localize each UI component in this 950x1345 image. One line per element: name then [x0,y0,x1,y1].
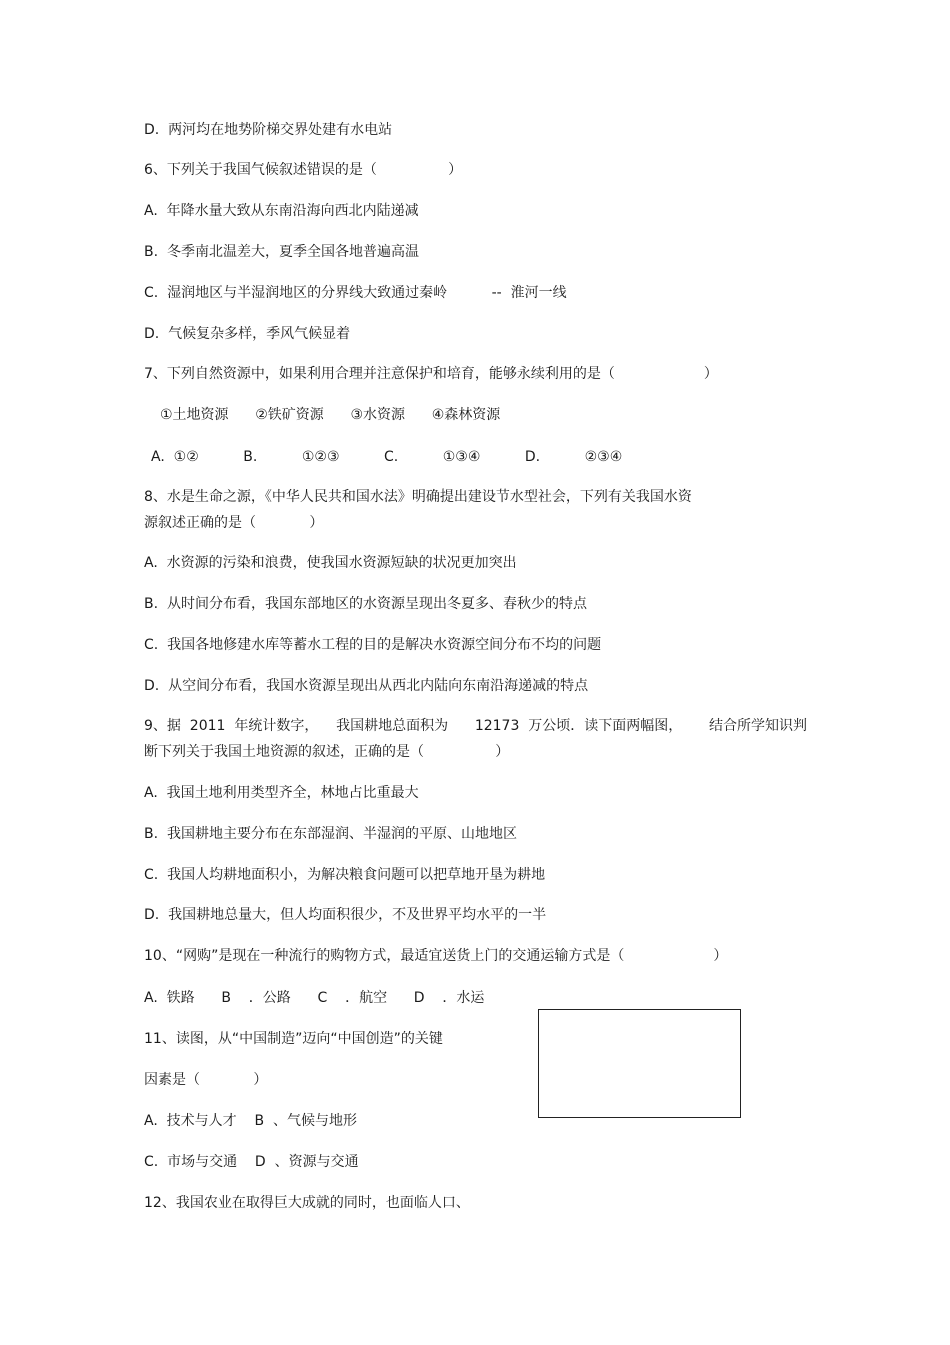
figure-placeholder-box [538,1009,741,1118]
q9-option-c: C. 我国人均耕地面积小，为解决粮食问题可以把草地开垦为耕地 [144,867,546,883]
q8-stem-line-2: 源叙述正确的是（ ） [144,515,324,531]
q8-option-a: A. 水资源的污染和浪费，使我国水资源短缺的状况更加突出 [144,555,517,571]
q7-items: ①土地资源 ②铁矿资源 ③水资源 ④森林资源 [160,407,501,423]
q11-options-cd: C. 市场与交通 D 、资源与交通 [144,1154,359,1170]
q10-options: A. 铁路 B ．公路 C ．航空 D ．水运 [144,990,485,1006]
q8-option-d: D. 从空间分布看，我国水资源呈现出从西北内陆向东南沿海递减的特点 [144,678,589,694]
q7-stem: 7、下列自然资源中，如果利用合理并注意保护和培育，能够永续利用的是（ ） [144,366,718,382]
q9-stem-line-2: 断下列关于我国土地资源的叙述，正确的是（ ） [144,744,510,760]
q6-option-b: B. 冬季南北温差大，夏季全国各地普遍高温 [144,244,419,260]
q6-option-d: D. 气候复杂多样，季风气候显着 [144,326,351,342]
q9-option-b: B. 我国耕地主要分布在东部湿润、半湿润的平原、山地地区 [144,826,517,842]
q6-stem: 6、下列关于我国气候叙述错误的是（ ） [144,162,463,178]
q8-option-b: B. 从时间分布看，我国东部地区的水资源呈现出冬夏多、春秋少的特点 [144,596,587,612]
q11-options-ab: A. 技术与人才 B 、气候与地形 [144,1113,357,1129]
q9-stem-line-1: 9、据 2011 年统计数字， 我国耕地总面积为 12173 万公顷．读下面两幅图， 结合所学知识判 [144,718,807,734]
q6-option-c: C. 湿润地区与半湿润地区的分界线大致通过秦岭 -- 淮河一线 [144,285,567,301]
q8-option-c: C. 我国各地修建水库等蓄水工程的目的是解决水资源空间分布不均的问题 [144,637,602,653]
q5-option-d: D. 两河均在地势阶梯交界处建有水电站 [144,122,393,138]
q6-option-a: A. 年降水量大致从东南沿海向西北内陆递减 [144,203,419,219]
q10-stem: 10、“网购”是现在一种流行的购物方式，最适宜送货上门的交通运输方式是（ ） [144,948,728,964]
q12-stem: 12、我国农业在取得巨大成就的同时，也面临人口、 [144,1195,470,1211]
q8-stem-line-1: 8、水是生命之源，《中华人民共和国水法》明确提出建设节水型社会，下列有关我国水资 [144,489,692,505]
q7-options: A. ①② B. ①②③ C. ①③④ D. ②③④ [151,449,623,465]
q11-stem-line-2: 因素是（ ） [144,1072,268,1088]
q9-option-a: A. 我国土地利用类型齐全，林地占比重最大 [144,785,419,801]
q9-option-d: D. 我国耕地总量大，但人均面积很少，不及世界平均水平的一半 [144,907,547,923]
q11-stem-line-1: 11、读图，从“中国制造”迈向“中国创造”的关键 [144,1031,443,1047]
